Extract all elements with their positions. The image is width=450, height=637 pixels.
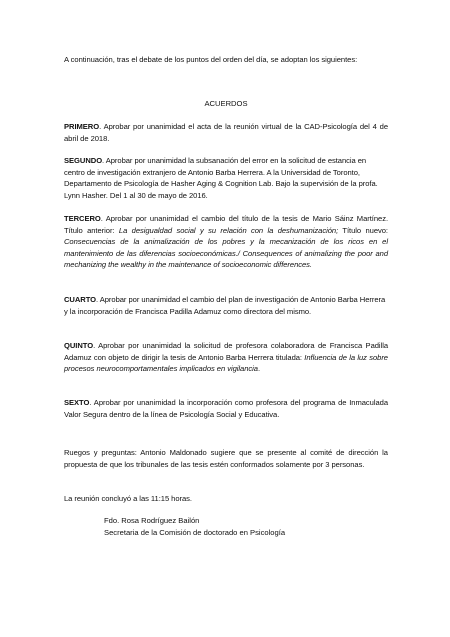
agreement-sexto-lead: SEXTO: [64, 398, 90, 407]
agreement-cuarto-text: . Aprobar por unanimidad el cambio del plan de investigación de Antonio Barba Herrera y la incorporación de Francisca Padilla Adamuz como directora del mismo.: [64, 295, 386, 316]
agreement-primero: [64, 121, 388, 144]
agreement-quinto-thesis-title: Influencia de la luz sobre procesos neurocomportamentales implicados en vigilancia: [64, 352, 388, 374]
agreement-segundo: [64, 155, 388, 201]
agreement-tercero-text-b: Título nuevo:: [338, 225, 388, 235]
signature-name: Fdo. Rosa Rodríguez Bailón: [104, 516, 200, 525]
agreement-sexto: [64, 397, 388, 420]
agreement-segundo-lead: SEGUNDO: [64, 156, 103, 165]
acuerdos-heading: ACUERDOS: [204, 99, 248, 108]
agreement-segundo-text: . Aprobar por unanimidad la subsanación del error en la solicitud de estancia en centro de investigación extranjero de Antonio Barba Herrera. A la Universidad de Toronto, Departamento de Psicología de Hasher Aging & Cognition Lab. Bajo la supervisión de la profa. Lynn Hasher. Del 1 al 30 de mayo de 2016.: [64, 156, 378, 200]
signature-role: Secretaria de la Comisión de doctorado en Psicología: [104, 528, 286, 537]
agreement-quinto-text-b: .: [257, 364, 261, 374]
agreement-tercero-new-title: Consecuencias de la animalización de los pobres y la mecanización de los ricos en el mantenimiento de las diferencias socioeconómicas./ Consequences of animalizing the poor and mechanizing the wealthy in the maintenance of socioeconomic differences.: [64, 237, 388, 270]
agreement-primero-lead: PRIMERO: [64, 122, 100, 131]
agreement-cuarto: [64, 294, 388, 317]
agreement-quinto-lead: QUINTO: [64, 341, 94, 350]
agreement-quinto: [64, 340, 388, 375]
agreement-quinto-text-a: . Aprobar por unanimidad la solicitud de profesora colaboradora de Francisca Padilla Adamuz con objeto de dirigir la tesis de Antonio Barba Herrera titulada:: [64, 341, 388, 362]
agreement-sexto-text: . Aprobar por unanimidad la incorporación como profesora del programa de Inmaculada Valor Segura dentro de la línea de Psicología Social y Educativa.: [64, 398, 388, 419]
agreement-primero-text: . Aprobar por unanimidad el acta de la reunión virtual de la CAD-Psicología del 4 de abril de 2018.: [64, 122, 388, 143]
ruegos-paragraph: Ruegos y preguntas: Antonio Maldonado sugiere que se presente al comité de dirección la propuesta de que los tribunales de las tesis estén conformados solamente por 3 personas.: [64, 448, 388, 469]
agreement-cuarto-lead: CUARTO: [64, 295, 97, 304]
agreement-tercero-lead: TERCERO: [64, 214, 101, 223]
closing-line: La reunión concluyó a las 11:15 horas.: [64, 494, 192, 503]
intro-paragraph: A continuación, tras el debate de los puntos del orden del día, se adoptan los siguientes:: [64, 55, 358, 64]
agreement-tercero-text-a: . Aprobar por unanimidad el cambio del título de la tesis de Mario Sáinz Martínez. Título anterior:: [64, 214, 388, 235]
agreement-tercero-old-title: La desigualdad social y su relación con la deshumanización;: [118, 225, 339, 235]
agreement-tercero: [64, 213, 388, 271]
